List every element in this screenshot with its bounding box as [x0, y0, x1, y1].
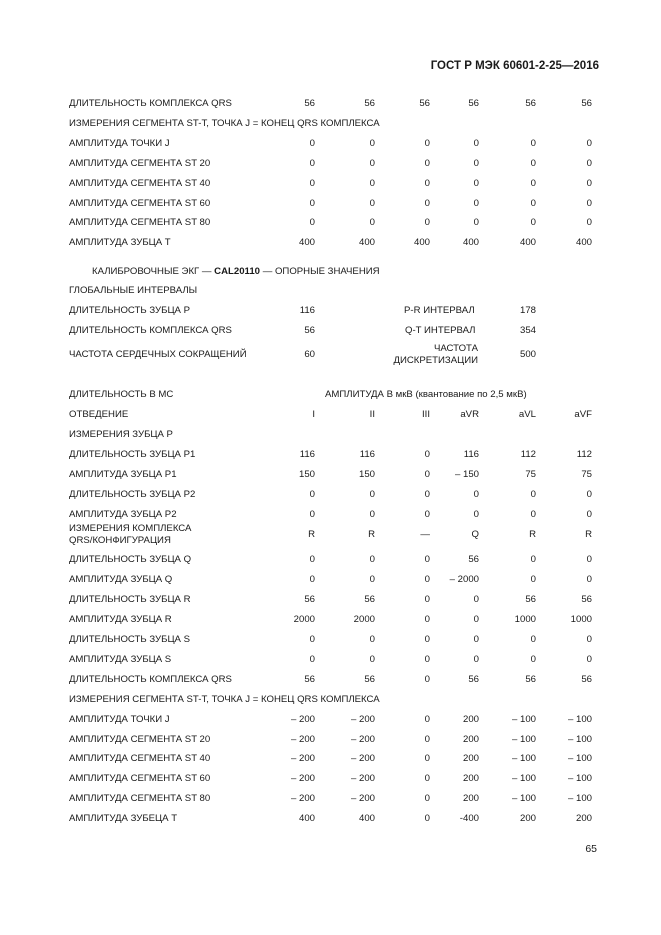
- cell-value: 0: [424, 177, 430, 189]
- cell-value: 0: [473, 594, 479, 606]
- cell-value: 0: [369, 574, 375, 586]
- row-label: АМПЛИТУДА ЗУБЦА R: [69, 614, 172, 626]
- cell-value: 0: [309, 197, 315, 209]
- section-heading: ИЗМЕРЕНИЯ СЕГМЕНТА ST-T, ТОЧКА J = КОНЕЦ QRS КОМПЛЕКСА: [69, 693, 380, 705]
- cell-value: 0: [369, 488, 375, 500]
- cell-value: 0: [586, 634, 592, 645]
- row-label: АМПЛИТУДА ЗУБЦА P2: [69, 508, 177, 520]
- cell-value: – 2000: [449, 574, 479, 586]
- row-label: ДЛИТЕЛЬНОСТЬ ЗУБЦА R: [69, 594, 191, 606]
- calib-title-suffix: — ОПОРНЫЕ ЗНАЧЕНИЯ: [260, 266, 380, 277]
- row-label: ДЛИТЕЛЬНОСТЬ ЗУБЦА S: [69, 634, 190, 645]
- qrs-duration-label: ДЛИТЕЛЬНОСТЬ КОМПЛЕКСА QRS: [69, 325, 232, 336]
- cell-value: 0: [473, 197, 479, 209]
- cell-value: 0: [530, 488, 536, 500]
- row-label-line2: QRS/КОНФИГУРАЦИЯ: [69, 534, 171, 546]
- cell-value: 0: [424, 137, 430, 149]
- row-label: ДЛИТЕЛЬНОСТЬ ЗУБЦА Q: [69, 554, 192, 566]
- cell-value: 200: [462, 773, 479, 785]
- cell-value: 200: [519, 813, 536, 825]
- cell-value: 0: [530, 217, 536, 229]
- cell-value: – 200: [290, 733, 315, 745]
- lead-label: ОТВЕДЕНИЕ: [69, 409, 129, 420]
- row-label: АМПЛИТУДА ЗУБЦА P1: [69, 468, 177, 480]
- cell-value: 56: [525, 594, 536, 606]
- cell-value: 0: [530, 554, 536, 566]
- cell-value: 0: [530, 574, 536, 586]
- row-label: АМПЛИТУДА СЕГМЕНТА ST 80: [69, 793, 211, 805]
- cell-value: – 200: [350, 733, 375, 745]
- row-label: АМПЛИТУДА ЗУБЦА T: [69, 237, 171, 249]
- cell-value: 0: [473, 614, 479, 626]
- cell-value: 112: [520, 448, 536, 460]
- cell-value: 0: [369, 157, 375, 169]
- cell-value: 0: [424, 773, 430, 785]
- cell-value: 0: [473, 488, 479, 500]
- cell-value: 400: [298, 237, 315, 249]
- cell-value: 0: [369, 197, 375, 209]
- cell-value: R: [308, 528, 315, 540]
- heart-rate-value: 60: [304, 349, 315, 360]
- section-heading: ИЗМЕРЕНИЯ ЗУБЦА P: [69, 429, 173, 440]
- page-number: 65: [585, 843, 597, 855]
- cell-value: 75: [581, 468, 592, 480]
- cell-value: 56: [581, 673, 592, 685]
- cell-value: 0: [586, 137, 592, 149]
- cell-value: 0: [424, 634, 430, 645]
- cell-value: 56: [525, 673, 536, 685]
- cell-value: – 100: [567, 753, 592, 765]
- cell-value: 56: [468, 98, 479, 109]
- cell-value: 0: [424, 468, 430, 480]
- cell-value: 150: [298, 468, 315, 480]
- cell-value: 400: [358, 813, 375, 825]
- cell-value: 0: [530, 177, 536, 189]
- cell-value: 0: [309, 177, 315, 189]
- cell-value: 0: [586, 574, 592, 586]
- row-label: АМПЛИТУДА СЕГМЕНТА ST 40: [69, 177, 211, 189]
- lead-header: II: [369, 409, 375, 420]
- cell-value: 0: [473, 217, 479, 229]
- pr-interval-label: P-R ИНТЕРВАЛ: [404, 305, 475, 316]
- p-duration-value: 116: [299, 305, 315, 316]
- cell-value: – 100: [511, 733, 536, 745]
- cell-value: 400: [462, 237, 479, 249]
- cell-value: 0: [424, 653, 430, 665]
- row-label: АМПЛИТУДА СЕГМЕНТА ST 80: [69, 217, 211, 229]
- cell-value: 200: [462, 753, 479, 765]
- sampling-rate-label-2: ДИСКРЕТИЗАЦИИ: [393, 355, 478, 366]
- heart-rate-label: ЧАСТОТА СЕРДЕЧНЫХ СОКРАЩЕНИЙ: [69, 349, 247, 360]
- cell-value: 0: [424, 217, 430, 229]
- amplitude-header: АМПЛИТУДА В мкВ (квантование по 2,5 мкВ): [325, 389, 527, 400]
- cell-value: 1000: [514, 614, 536, 626]
- cell-value: 0: [530, 157, 536, 169]
- cell-value: 0: [369, 177, 375, 189]
- cell-value: 0: [473, 634, 479, 645]
- cell-value: 400: [575, 237, 592, 249]
- cell-value: 56: [468, 673, 479, 685]
- cell-value: 56: [581, 594, 592, 606]
- cell-value: 0: [309, 574, 315, 586]
- cell-value: 0: [369, 554, 375, 566]
- cell-value: 0: [473, 137, 479, 149]
- cell-value: 56: [304, 673, 315, 685]
- cell-value: 0: [369, 137, 375, 149]
- cell-value: Q: [471, 528, 479, 540]
- cell-value: 0: [309, 157, 315, 169]
- cell-value: 0: [473, 653, 479, 665]
- cell-value: 0: [424, 713, 430, 725]
- cell-value: 0: [309, 508, 315, 520]
- cell-value: 2000: [293, 614, 315, 626]
- cell-value: 75: [525, 468, 536, 480]
- cell-value: 0: [530, 653, 536, 665]
- sampling-rate-value: 500: [519, 349, 536, 360]
- cell-value: – 200: [290, 793, 315, 805]
- cell-value: – 100: [567, 793, 592, 805]
- row-label: АМПЛИТУДА ЗУБЦА Q: [69, 574, 173, 586]
- cell-value: 0: [424, 753, 430, 765]
- cell-value: 56: [364, 98, 375, 109]
- cell-value: 200: [462, 713, 479, 725]
- lead-header: aVF: [574, 409, 592, 420]
- cell-value: 0: [424, 594, 430, 606]
- cell-value: 0: [424, 197, 430, 209]
- cell-value: 2000: [353, 614, 375, 626]
- cell-value: 0: [473, 177, 479, 189]
- cell-value: 0: [424, 614, 430, 626]
- sampling-rate-label-1: ЧАСТОТА: [433, 343, 478, 354]
- cell-value: – 100: [511, 713, 536, 725]
- cell-value: 0: [369, 217, 375, 229]
- cell-value: 0: [424, 733, 430, 745]
- cell-value: – 150: [454, 468, 479, 480]
- cell-value: 0: [586, 554, 592, 566]
- cell-value: 0: [473, 508, 479, 520]
- cell-value: 0: [530, 197, 536, 209]
- cell-value: 1000: [570, 614, 592, 626]
- cell-value: R: [368, 528, 375, 540]
- cell-value: 200: [462, 733, 479, 745]
- row-label: АМПЛИТУДА ТОЧКИ J: [69, 713, 170, 725]
- cell-value: 56: [364, 594, 375, 606]
- cell-value: – 200: [350, 753, 375, 765]
- cell-value: 0: [369, 653, 375, 665]
- cell-value: – 200: [350, 773, 375, 785]
- cell-value: – 100: [567, 713, 592, 725]
- lead-header: aVR: [460, 409, 479, 420]
- cell-value: 56: [525, 98, 536, 109]
- cell-value: 56: [364, 673, 375, 685]
- cell-value: 0: [530, 508, 536, 520]
- cell-value: 56: [304, 98, 315, 109]
- qrs-duration-value: 56: [304, 325, 315, 336]
- row-label: ДЛИТЕЛЬНОСТЬ КОМПЛЕКСА QRS: [69, 98, 232, 109]
- cell-value: – 100: [511, 773, 536, 785]
- cell-value: -400: [459, 813, 479, 825]
- cell-value: 56: [304, 594, 315, 606]
- cell-value: 200: [575, 813, 592, 825]
- cell-value: 400: [298, 813, 315, 825]
- cell-value: 400: [413, 237, 430, 249]
- row-label: ДЛИТЕЛЬНОСТЬ КОМПЛЕКСА QRS: [69, 673, 232, 685]
- cell-value: 0: [424, 793, 430, 805]
- cell-value: 116: [299, 448, 315, 460]
- cell-value: 0: [309, 634, 315, 645]
- cell-value: 0: [424, 448, 430, 460]
- cell-value: 0: [424, 157, 430, 169]
- cell-value: 0: [586, 177, 592, 189]
- cell-value: – 200: [290, 753, 315, 765]
- cell-value: 0: [309, 217, 315, 229]
- cell-value: 0: [369, 634, 375, 645]
- cell-value: 0: [369, 508, 375, 520]
- cell-value: 200: [462, 793, 479, 805]
- section-heading: ИЗМЕРЕНИЯ СЕГМЕНТА ST-T, ТОЧКА J = КОНЕЦ QRS КОМПЛЕКСА: [69, 117, 380, 129]
- row-label: АМПЛИТУДА СЕГМЕНТА ST 40: [69, 753, 211, 765]
- cell-value: 150: [358, 468, 375, 480]
- row-label: АМПЛИТУДА СЕГМЕНТА ST 60: [69, 773, 211, 785]
- calib-title-code: CAL20110: [214, 266, 261, 277]
- cell-value: 0: [530, 634, 536, 645]
- cell-value: 0: [473, 157, 479, 169]
- row-label: АМПЛИТУДА СЕГМЕНТА ST 20: [69, 733, 211, 745]
- cell-value: 0: [309, 554, 315, 566]
- calib-title-prefix: КАЛИБРОВОЧНЫЕ ЭКГ —: [92, 266, 215, 277]
- row-label: АМПЛИТУДА СЕГМЕНТА ST 20: [69, 157, 211, 169]
- cell-value: – 200: [290, 773, 315, 785]
- row-label: АМПЛИТУДА ЗУБЕЦА T: [69, 813, 178, 825]
- cell-value: 56: [468, 554, 479, 566]
- cell-value: 0: [424, 508, 430, 520]
- cell-value: – 200: [290, 713, 315, 725]
- cell-value: —: [420, 528, 430, 540]
- global-intervals-heading: ГЛОБАЛЬНЫЕ ИНТЕРВАЛЫ: [69, 285, 198, 296]
- row-label: ДЛИТЕЛЬНОСТЬ ЗУБЦА P1: [69, 448, 196, 460]
- cell-value: 56: [419, 98, 430, 109]
- cell-value: 0: [586, 508, 592, 520]
- calib-title: [92, 266, 380, 278]
- cell-value: 400: [519, 237, 536, 249]
- cell-value: 116: [359, 448, 375, 460]
- cell-value: 0: [530, 137, 536, 149]
- cell-value: 0: [586, 197, 592, 209]
- cell-value: 0: [309, 653, 315, 665]
- cell-value: 0: [424, 488, 430, 500]
- cell-value: 0: [424, 813, 430, 825]
- cell-value: 0: [586, 653, 592, 665]
- row-label: ДЛИТЕЛЬНОСТЬ ЗУБЦА P2: [69, 488, 196, 500]
- cell-value: – 100: [567, 733, 592, 745]
- cell-value: 0: [309, 137, 315, 149]
- pr-interval-value: 178: [519, 305, 536, 316]
- lead-header: III: [422, 409, 430, 420]
- qt-interval-value: 354: [519, 325, 536, 336]
- cell-value: – 200: [350, 713, 375, 725]
- cell-value: – 100: [511, 793, 536, 805]
- duration-header: ДЛИТЕЛЬНОСТЬ В МС: [69, 389, 174, 400]
- cell-value: 0: [424, 554, 430, 566]
- cell-value: 0: [309, 488, 315, 500]
- row-label: ИЗМЕРЕНИЯ КОМПЛЕКСА: [69, 522, 192, 534]
- cell-value: 0: [586, 488, 592, 500]
- row-label: АМПЛИТУДА СЕГМЕНТА ST 60: [69, 197, 211, 209]
- cell-value: 400: [358, 237, 375, 249]
- cell-value: 0: [586, 157, 592, 169]
- qt-interval-label: Q-T ИНТЕРВАЛ: [405, 325, 476, 336]
- cell-value: 116: [463, 448, 479, 460]
- row-label: АМПЛИТУДА ТОЧКИ J: [69, 137, 170, 149]
- cell-value: – 200: [350, 793, 375, 805]
- cell-value: 56: [581, 98, 592, 109]
- p-duration-label: ДЛИТЕЛЬНОСТЬ ЗУБЦА P: [69, 305, 190, 316]
- cell-value: 0: [586, 217, 592, 229]
- cell-value: – 100: [511, 753, 536, 765]
- cell-value: 112: [576, 448, 592, 460]
- row-label: АМПЛИТУДА ЗУБЦА S: [69, 653, 172, 665]
- document-header: ГОСТ Р МЭК 60601-2-25—2016: [430, 60, 599, 72]
- cell-value: 0: [424, 574, 430, 586]
- cell-value: 0: [424, 673, 430, 685]
- cell-value: – 100: [567, 773, 592, 785]
- cell-value: R: [585, 528, 592, 540]
- lead-header: I: [312, 409, 315, 420]
- lead-header: aVL: [518, 409, 536, 420]
- cell-value: R: [529, 528, 536, 540]
